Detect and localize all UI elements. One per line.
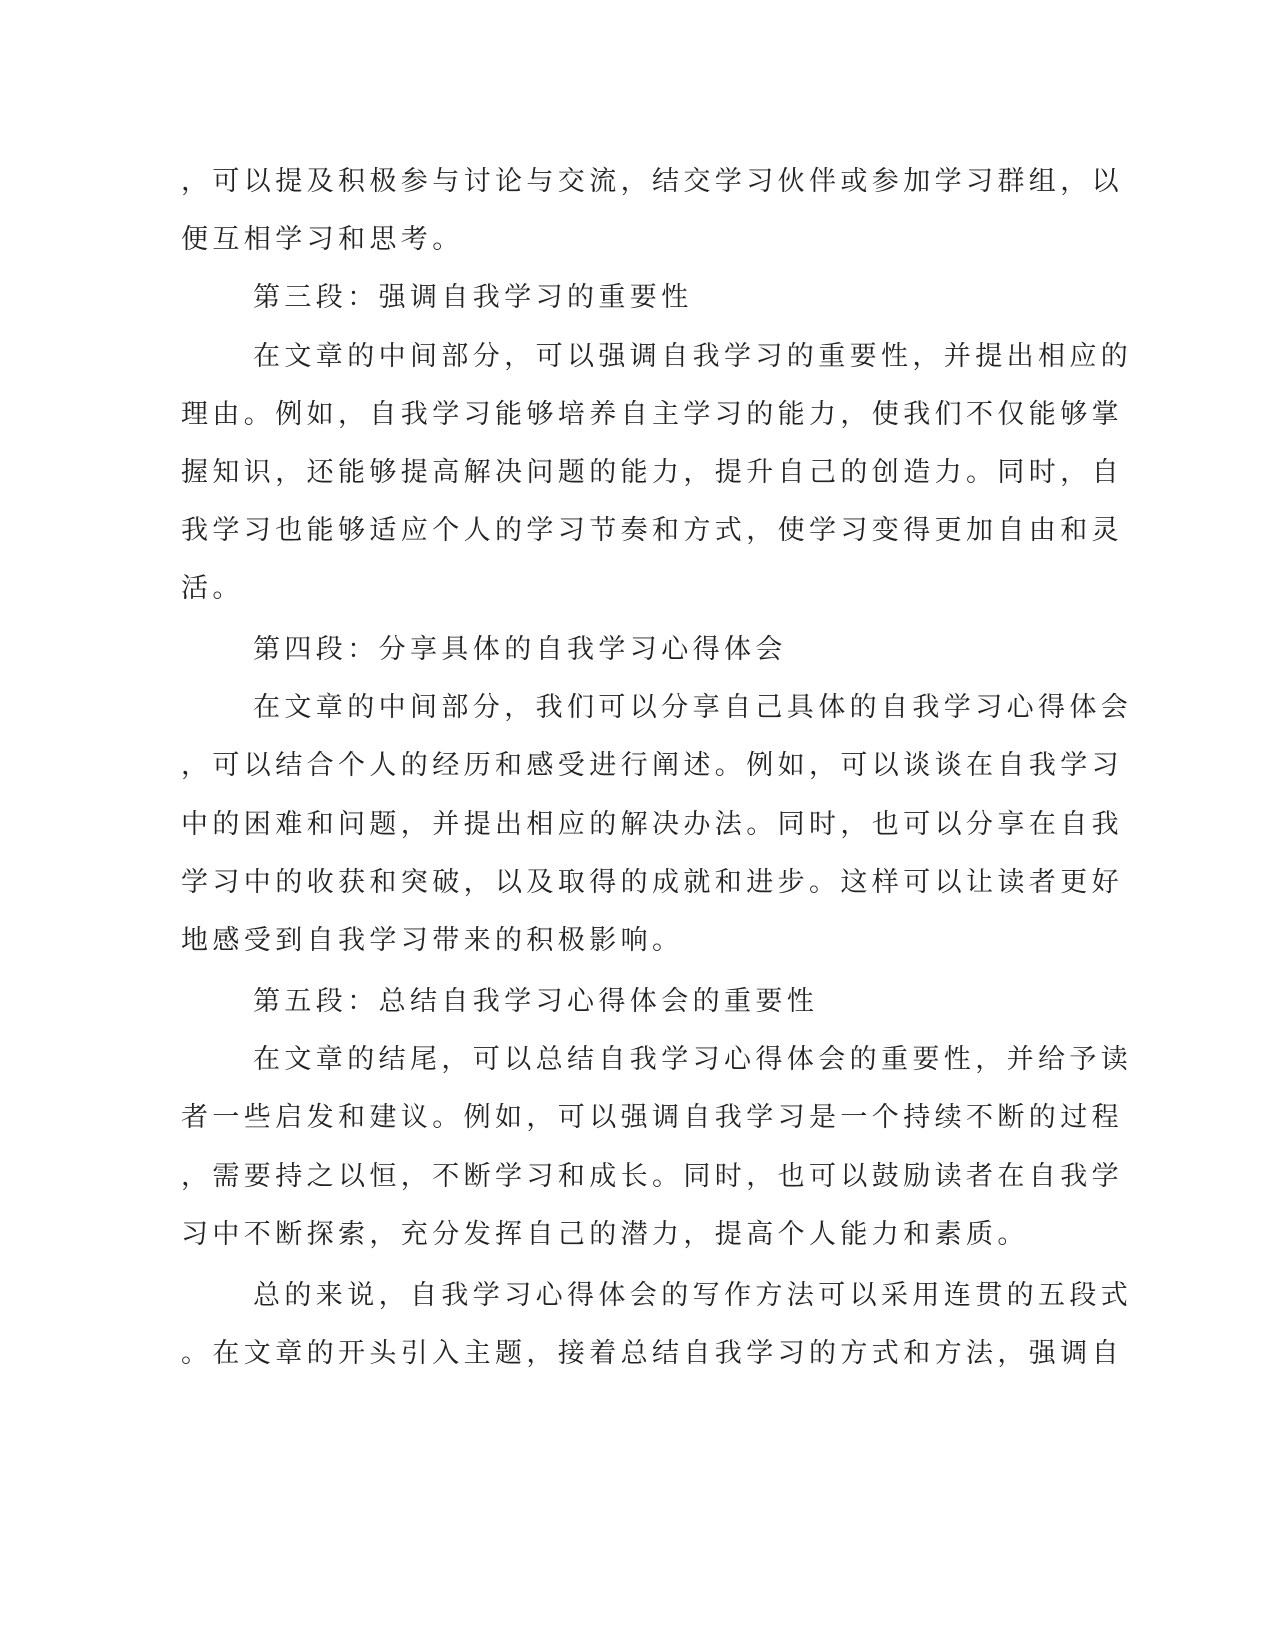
text-line: 在文章的中间部分，可以强调自我学习的重要性，并提出相应的: [253, 341, 1133, 372]
section-heading-4: 第四段：分享具体的自我学习心得体会: [253, 634, 787, 665]
section-heading-5: 第五段：总结自我学习心得体会的重要性: [253, 986, 819, 1017]
text-line: 在文章的中间部分，我们可以分享自己具体的自我学习心得体会: [253, 692, 1133, 723]
text-line: 握知识，还能够提高解决问题的能力，提升自己的创造力。同时，自: [181, 457, 1123, 488]
text-line: 我学习也能够适应个人的学习节奏和方式，使学习变得更加自由和灵: [181, 515, 1123, 546]
text-line: 总的来说，自我学习心得体会的写作方法可以采用连贯的五段式: [253, 1280, 1133, 1311]
text-line: 。在文章的开头引入主题，接着总结自我学习的方式和方法，强调自: [181, 1338, 1123, 1369]
text-line: ，可以结合个人的经历和感受进行阐述。例如，可以谈谈在自我学习: [181, 750, 1123, 781]
text-line: 在文章的结尾，可以总结自我学习心得体会的重要性，并给予读: [253, 1044, 1133, 1075]
text-line: 习中不断探索，充分发挥自己的潜力，提高个人能力和素质。: [181, 1219, 1029, 1250]
text-line: 活。: [181, 573, 244, 604]
text-line: 地感受到自我学习带来的积极影响。: [181, 925, 684, 956]
text-line: 学习中的收获和突破，以及取得的成就和进步。这样可以让读者更好: [181, 867, 1123, 898]
text-line: 便互相学习和思考。: [181, 224, 464, 255]
text-line: 中的困难和问题，并提出相应的解决办法。同时，也可以分享在自我: [181, 809, 1123, 840]
text-line: ，需要持之以恒，不断学习和成长。同时，也可以鼓励读者在自我学: [181, 1161, 1123, 1192]
section-heading-3: 第三段：强调自我学习的重要性: [253, 282, 693, 313]
text-line: 理由。例如，自我学习能够培养自主学习的能力，使我们不仅能够掌: [181, 399, 1123, 430]
text-line: 者一些启发和建议。例如，可以强调自我学习是一个持续不断的过程: [181, 1102, 1123, 1133]
text-line: ，可以提及积极参与讨论与交流，结交学习伙伴或参加学习群组，以: [181, 166, 1123, 197]
